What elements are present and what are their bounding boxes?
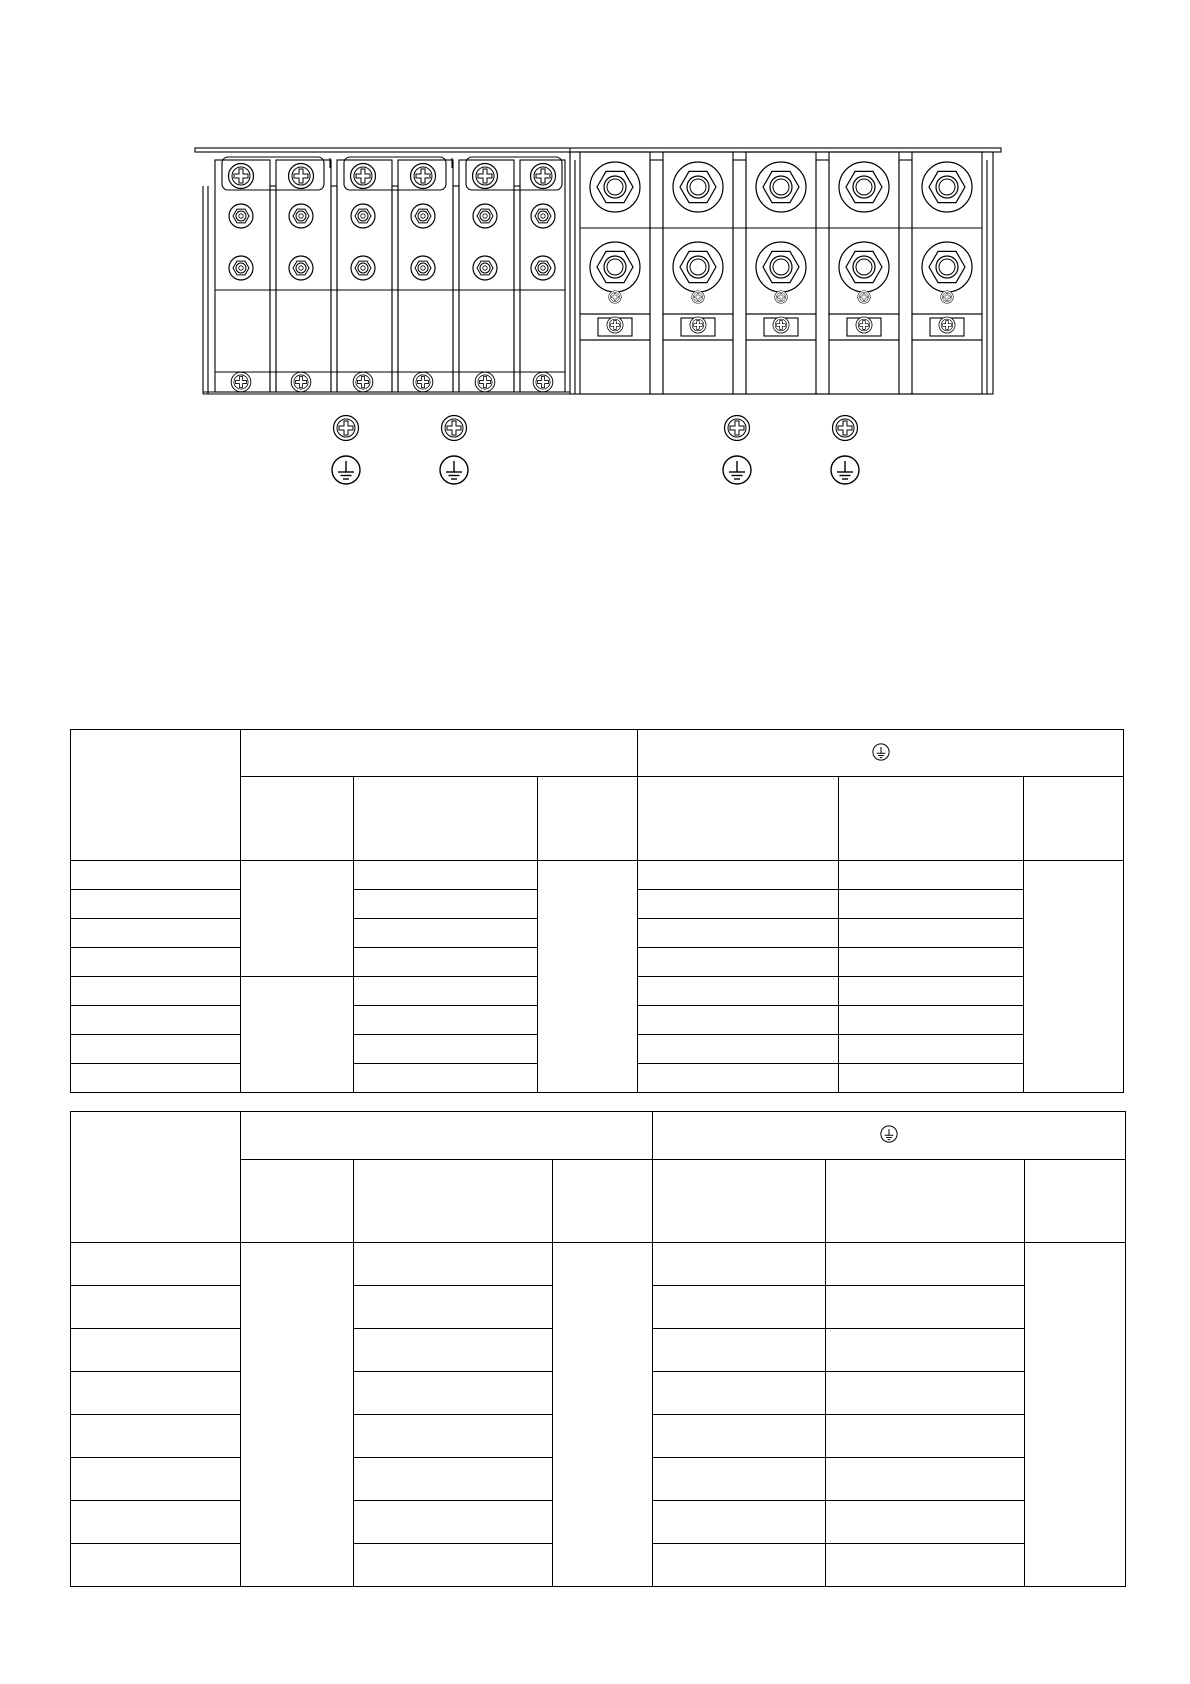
header-cell [241,1112,653,1160]
header-cell [839,777,1024,861]
header-cell [638,730,1124,777]
terminal-table-1 [70,729,1124,1093]
header-cell [71,1112,241,1243]
table-row [71,861,1124,890]
header-cell [826,1160,1025,1243]
header-cell [538,777,638,861]
header-cell [354,1160,553,1243]
terminal-table-2 [70,1111,1126,1587]
terminal-block-drawing [0,0,1190,520]
header-cell [241,1160,354,1243]
protective-earth-icon [871,742,891,762]
table-row [71,1243,1126,1286]
header-cell [653,1160,826,1243]
protective-earth-icon [879,1124,899,1144]
header-cell [71,730,241,861]
header-cell [241,730,638,777]
header-cell [553,1160,653,1243]
ground-terminals [332,416,859,485]
header-cell [638,777,839,861]
header-cell [241,777,354,861]
header-cell [1024,777,1124,861]
header-cell [354,777,538,861]
header-cell [653,1112,1126,1160]
header-cell [1025,1160,1126,1243]
